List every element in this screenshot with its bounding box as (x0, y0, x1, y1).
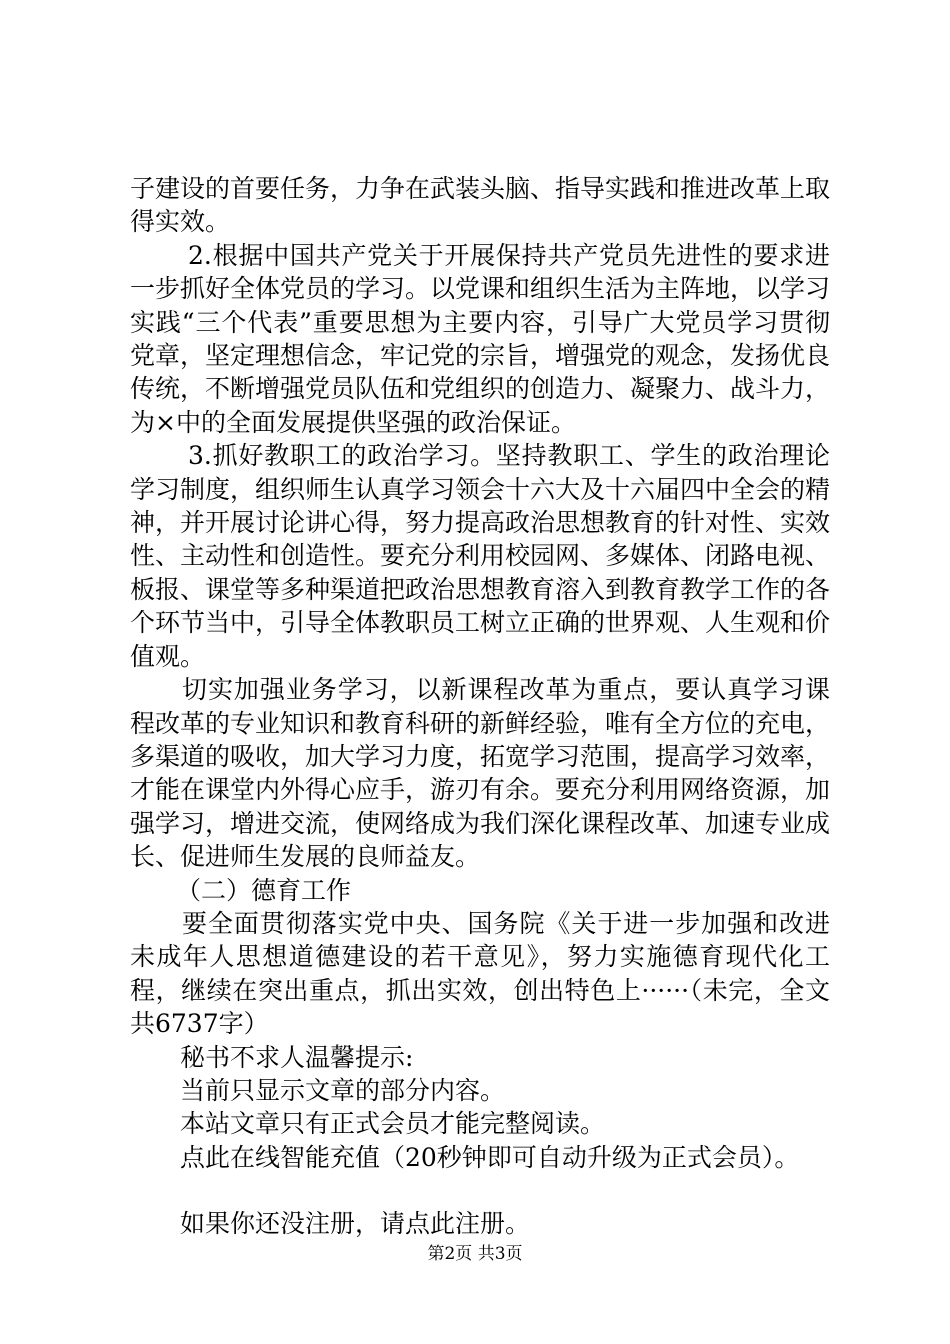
document-body (130, 172, 830, 1241)
notice-partial-content: 当前只显示文章的部分内容。 (180, 1075, 506, 1105)
page-indicator: 第2页 共3页 (427, 1244, 523, 1264)
paragraph-moral-education: 要全面贯彻落实党中央、国务院《关于进一步加强和改进未成年人思想道德建设的若干意见》，努力实施德育现代化工程，继续在突出重点，抓出实效，创出特色上······（未完，全文共6737字） (130, 908, 830, 1039)
section-heading-moral-education: （二）德育工作 (176, 875, 352, 905)
paragraph-party-member-study: 2.根据中国共产党关于开展保持共产党员先进性的要求进一步抓好全体党员的学习。以党课和组织生活为主阵地，以学习实践“三个代表”重要思想为主要内容，引导广大党员学习贯彻党章，坚定理想信念，牢记党的宗旨，增强党的观念，发扬优良传统，不断增强党员队伍和党组织的创造力、凝聚力、战斗力，为×中的全面发展提供坚强的政治保证。 (130, 240, 831, 437)
spacer (130, 1174, 830, 1207)
paragraph-business-study: 切实加强业务学习，以新课程改革为重点，要认真学习课程改革的专业知识和教育科研的新鲜经验，唯有全方位的充电，多渠道的吸收，加大学习力度，拓宽学习范围，提高学习效率，才能在课堂内外得心应手，游刃有余。要充分利用网络资源，加强学习，增进交流，使网络成为我们深化课程改革、加速专业成长、促进师生发展的良师益友。 (130, 675, 831, 872)
register-link[interactable]: 如果你还没注册，请点此注册。 (180, 1209, 531, 1239)
page-footer (0, 1243, 950, 1265)
recharge-link[interactable]: 点此在线智能充值（20秒钟即可自动升级为正式会员）。 (180, 1142, 800, 1172)
notice-members-only: 本站文章只有正式会员才能完整阅读。 (180, 1109, 606, 1139)
paragraph-staff-political-study: 3.抓好教职工的政治学习。坚持教职工、学生的政治理论学习制度，组织师生认真学习领会十六大及十六届四中全会的精神，并开展讨论讲心得，努力提高政治思想教育的针对性、实效性、主动性和创造性。要充分利用校园网、多媒体、闭路电视、板报、课堂等多种渠道把政治思想教育溶入到教育教学工作的各个环节当中，引导全体教职员工树立正确的世界观、人生观和价值观。 (130, 441, 831, 671)
paragraph-continuation: 子建设的首要任务，力争在武装头脑、指导实践和推进改革上取得实效。 (130, 174, 831, 237)
notice-title: 秘书不求人温馨提示: (180, 1042, 414, 1072)
